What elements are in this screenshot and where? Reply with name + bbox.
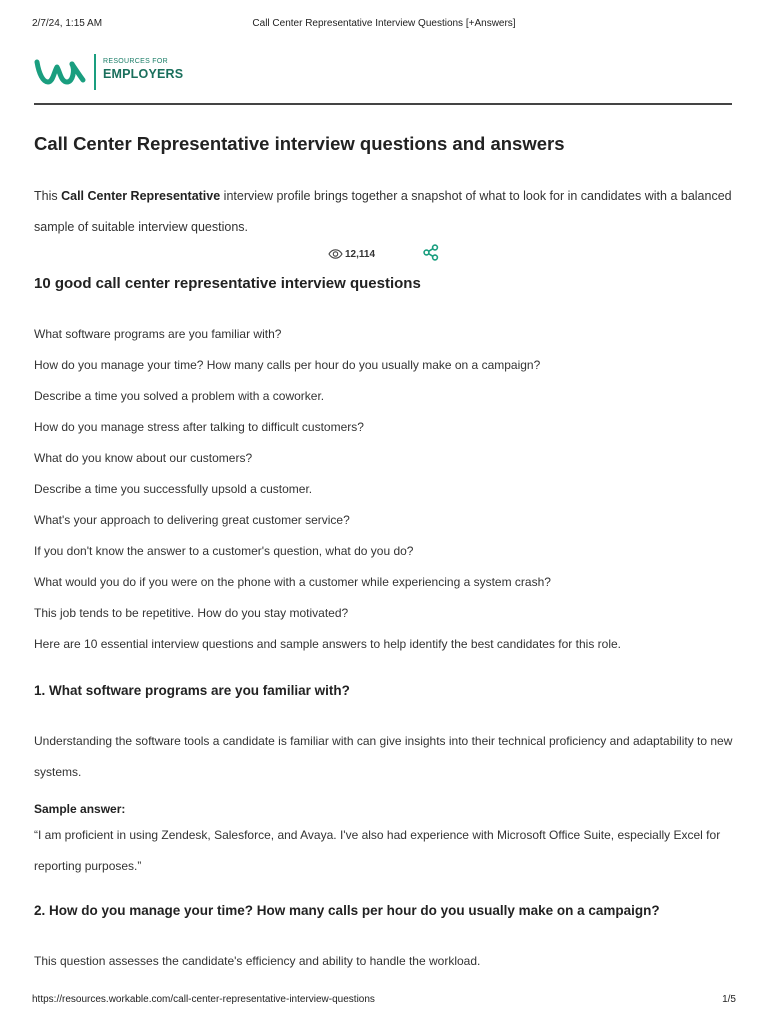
question-item: What's your approach to delivering great customer service?: [34, 513, 350, 527]
view-count-value: 12,114: [345, 248, 376, 260]
sample-answer-label: Sample answer:: [34, 802, 126, 816]
page-number: 1/5: [722, 994, 736, 1005]
print-footer: [32, 994, 736, 1008]
question-item: If you don't know the answer to a customer's question, what do you do?: [34, 544, 414, 558]
article-stats: [34, 243, 734, 271]
logo-small-text: RESOURCES FOR: [103, 58, 168, 65]
workable-w-icon: [34, 56, 86, 88]
view-count: [328, 243, 375, 265]
logo-divider: [94, 54, 96, 90]
eye-icon: [328, 249, 343, 259]
section-body-2: This question assesses the candidate's efficiency and ability to handle the workload.: [34, 954, 481, 968]
resources-for-employers-logo[interactable]: [34, 52, 234, 92]
section-body-1: Understanding the software tools a candidate is familiar with can give insights into their technical proficiency and adaptability to new systems.: [34, 734, 733, 779]
intro-paragraph: [34, 181, 734, 243]
page-url[interactable]: https://resources.workable.com/call-center-representative-interview-questions: [32, 994, 375, 1005]
article: [34, 128, 734, 977]
page-title: Call Center Representative interview questions and answers: [34, 133, 565, 154]
question-item: Describe a time you solved a problem with a coworker.: [34, 389, 325, 403]
intro-bold-role: Call Center Representative: [61, 189, 221, 203]
intro-rest: interview profile brings together a snapshot of what to look for in candidates with a balanced sample of suitable interview questions.: [34, 189, 732, 234]
question-item: What do you know about our customers?: [34, 451, 253, 465]
section-heading-1: 1. What software programs are you familiar with?: [34, 683, 350, 698]
section-heading-2: 2. How do you manage your time? How many calls per hour do you usually make on a campaign?: [34, 903, 660, 918]
question-item: Describe a time you successfully upsold a customer.: [34, 482, 313, 496]
question-item: How do you manage your time? How many calls per hour do you usually make on a campaign?: [34, 358, 541, 372]
header-divider: [34, 103, 732, 105]
questions-list: [34, 319, 734, 660]
questions-heading: 10 good call center representative interview questions: [34, 275, 421, 292]
share-icon[interactable]: [423, 244, 439, 261]
question-item: What software programs are you familiar with?: [34, 327, 282, 341]
question-item: This job tends to be repetitive. How do you stay motivated?: [34, 606, 349, 620]
question-item: How do you manage stress after talking to difficult customers?: [34, 420, 364, 434]
intro-prefix: This: [34, 189, 62, 203]
questions-summary: Here are 10 essential interview questions and sample answers to help identify the best candidates for this role.: [34, 637, 621, 651]
print-date: 2/7/24, 1:15 AM: [32, 18, 103, 29]
sample-answer-text: “I am proficient in using Zendesk, Salesforce, and Avaya. I've also had experience with Microsoft Office Suite, especially Excel for reporting purposes.”: [34, 828, 721, 873]
print-document-title: Call Center Representative Interview Questions [+Answers]: [252, 18, 516, 29]
print-header: [32, 18, 736, 32]
question-item: What would you do if you were on the phone with a customer while experiencing a system crash?: [34, 575, 551, 589]
logo-big-text: EMPLOYERS: [103, 67, 184, 81]
